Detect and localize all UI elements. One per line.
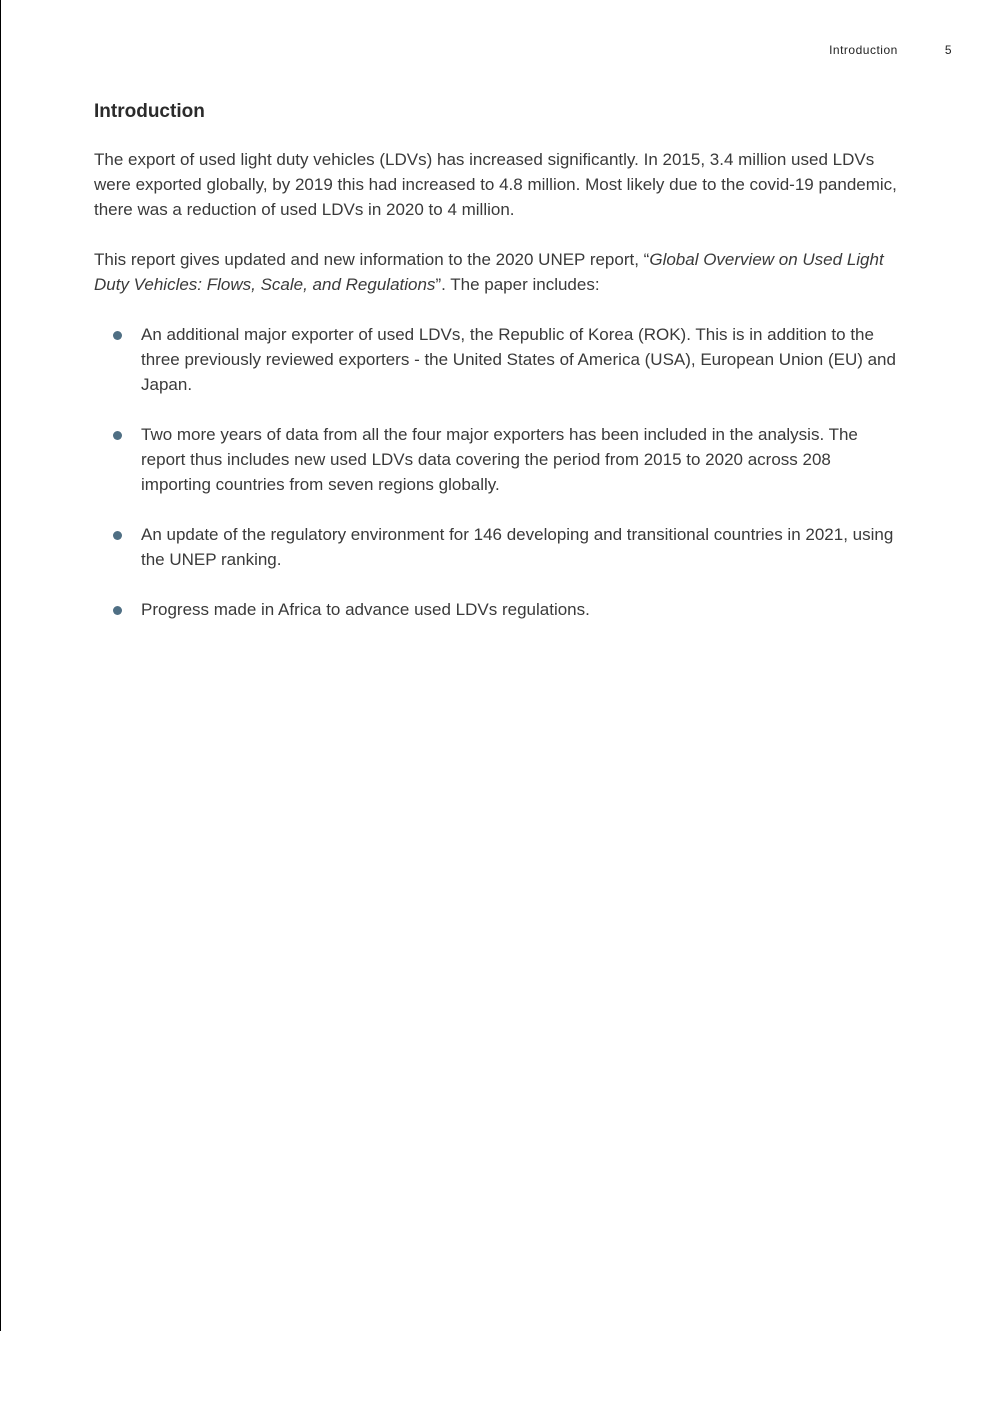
paragraph-2-lead: This report gives updated and new information to the 2020 UNEP report, “ — [94, 250, 650, 269]
bullet-dot-icon — [113, 431, 122, 440]
bullet-dot-icon — [113, 331, 122, 340]
list-item — [94, 522, 904, 572]
bullet-dot-icon — [113, 531, 122, 540]
bullet-list — [94, 322, 904, 622]
running-header — [829, 43, 952, 57]
list-item-text: Progress made in Africa to advance used LDVs regulations. — [141, 600, 590, 619]
list-item-text: Two more years of data from all the four major exporters has been included in the analysis. The report thus includes new used LDVs data covering the period from 2015 to 2020 across 208 importing countries from seven regions globally. — [141, 425, 858, 494]
bullet-dot-icon — [113, 606, 122, 615]
list-item-text: An additional major exporter of used LDVs, the Republic of Korea (ROK). This is in addition to the three previously reviewed exporters - the United States of America (USA), European Union (EU) and Japan. — [141, 325, 896, 394]
list-item-text: An update of the regulatory environment for 146 developing and transitional countries in 2021, using the UNEP ranking. — [141, 525, 894, 569]
list-item — [94, 322, 904, 397]
intro-paragraph-2 — [94, 247, 904, 297]
list-item — [94, 422, 904, 497]
running-header-section: Introduction — [829, 43, 898, 57]
page-edge-line — [0, 0, 1, 1331]
intro-paragraph-1: The export of used light duty vehicles (LDVs) has increased significantly. In 2015, 3.4 million used LDVs were exported globally, by 2019 this had increased to 4.8 million. Most likely due to the covid-19 pandemic, there was a reduction of used LDVs in 2020 to 4 million. — [94, 150, 897, 219]
list-item — [94, 597, 904, 622]
page-title: Introduction — [94, 101, 205, 122]
paragraph-2-tail: ”. The paper includes: — [435, 275, 600, 294]
report-title-italic: Global Overview on Used Light Duty Vehicles: Flows, Scale, and Regulations — [94, 250, 884, 294]
page-number: 5 — [944, 43, 952, 57]
main-content — [94, 99, 904, 647]
